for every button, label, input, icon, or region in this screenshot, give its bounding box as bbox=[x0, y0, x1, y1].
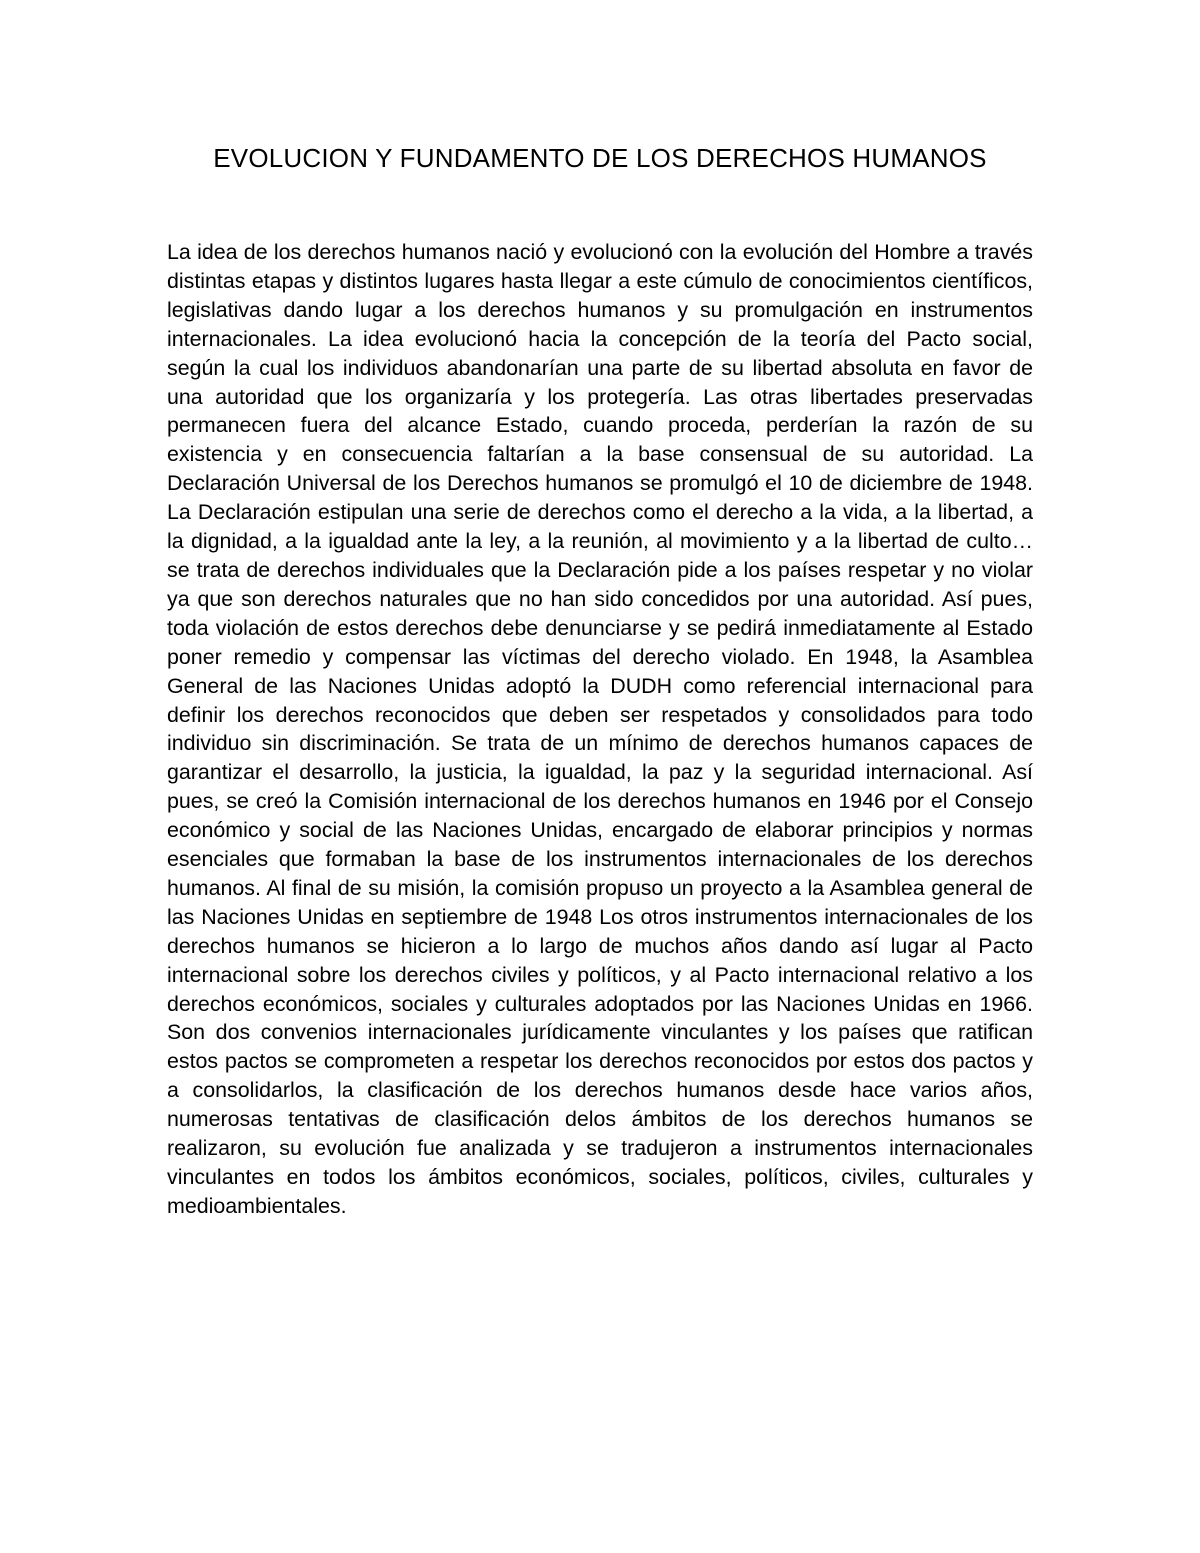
document-body-paragraph: La idea de los derechos humanos nació y evolucionó con la evolución del Hombre a través distintas etapas y distintos lugares hasta llegar a este cúmulo de conocimientos científicos, legislativas dando lugar a los derechos humanos y su promulgación en instrumentos internacionales. La idea evolucionó hacia la concepción de la teoría del Pacto social, según la cual los individuos abandonarían una parte de su libertad absoluta en favor de una autoridad que los organizaría y los protegería. Las otras libertades preservadas permanecen fuera del alcance Estado, cuando proceda, perderían la razón de su existencia y en consecuencia faltarían a la base consensual de su autoridad. La Declaración Universal de los Derechos humanos se promulgó el 10 de diciembre de 1948. La Declaración estipulan una serie de derechos como el derecho a la vida, a la libertad, a la dignidad, a la igualdad ante la ley, a la reunión, al movimiento y a la libertad de culto… se trata de derechos individuales que la Declaración pide a los países respetar y no violar ya que son derechos naturales que no han sido concedidos por una autoridad. Así pues, toda violación de estos derechos debe denunciarse y se pedirá inmediatamente al Estado poner remedio y compensar las víctimas del derecho violado. En 1948, la Asamblea General de las Naciones Unidas adoptó la DUDH como referencial internacional para definir los derechos reconocidos que deben ser respetados y consolidados para todo individuo sin discriminación. Se trata de un mínimo de derechos humanos capaces de garantizar el desarrollo, la justicia, la igualdad, la paz y la seguridad internacional. Así pues, se creó la Comisión internacional de los derechos humanos en 1946 por el Consejo económico y social de las Naciones Unidas, encargado de elaborar principios y normas esenciales que formaban la base de los instrumentos internacionales de los derechos humanos. Al final de su misión, la comisión propuso un proyecto a la Asamblea general de las Naciones Unidas en septiembre de 1948 Los otros instrumentos internacionales de los derechos humanos se hicieron a lo largo de muchos años dando así lugar al Pacto internacional sobre los derechos civiles y políticos, y al Pacto internacional relativo a los derechos económicos, sociales y culturales adoptados por las Naciones Unidas en 1966. Son dos convenios internacionales jurídicamente vinculantes y los países que ratifican estos pactos se comprometen a respetar los derechos reconocidos por estos dos pactos y a consolidarlos, la clasificación de los derechos humanos desde hace varios años, numerosas tentativas de clasificación delos ámbitos de los derechos humanos se realizaron, su evolución fue analizada y se tradujeron a instrumentos internacionales vinculantes en todos los ámbitos económicos, sociales, políticos, civiles, culturales y medioambientales. bbox=[167, 240, 1033, 1218]
document-title: EVOLUCION Y FUNDAMENTO DE LOS DERECHOS HUMANOS bbox=[213, 143, 987, 173]
